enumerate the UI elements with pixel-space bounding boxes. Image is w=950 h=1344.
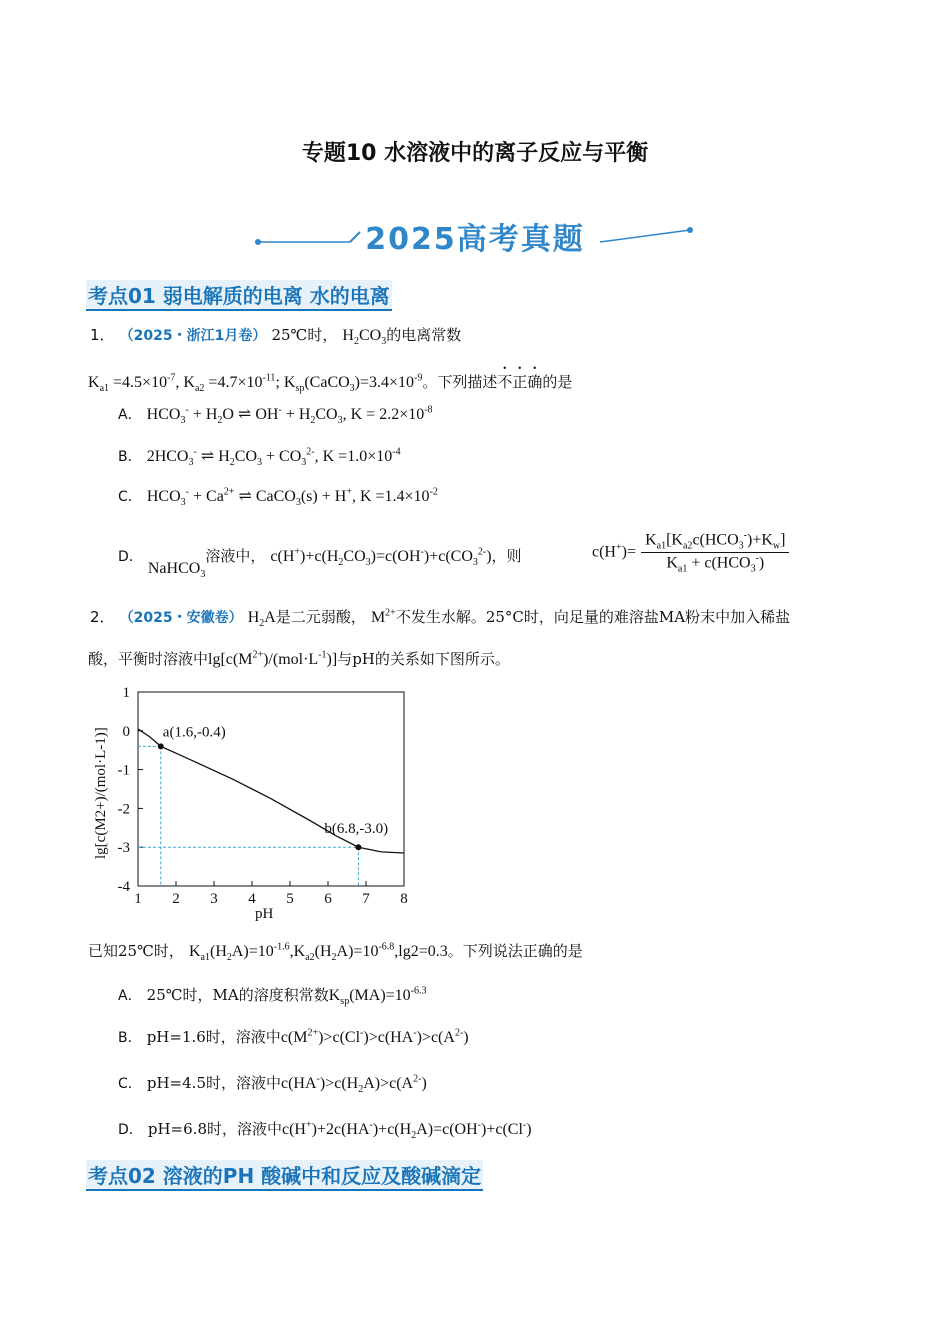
- x-tick-label: 3: [210, 891, 218, 907]
- x-tick-label: 4: [248, 891, 256, 907]
- option-1b[interactable]: [118, 446, 401, 468]
- point-label: a(1.6,-0.4): [162, 724, 226, 741]
- question-1-constants: [88, 364, 572, 394]
- question-text: 是二元弱酸，: [275, 608, 366, 626]
- point-marker: [355, 844, 361, 850]
- formula-m2: $M^{2+}$: [370, 607, 396, 626]
- section-heading-1: 考点01 弱电解质的电离 水的电离: [86, 280, 392, 311]
- question-1-header: [90, 324, 461, 347]
- formula-h2a: $H_2A$: [247, 609, 276, 630]
- question-2-header: [90, 606, 790, 629]
- option-key: D．: [118, 1122, 143, 1138]
- ph-chart: [88, 680, 428, 930]
- option-formula: $2HCO_3^-$ ⇌ $H_2CO_3 + CO_3^{2-}$, $K =1.0\times 10^{-4}$: [146, 446, 401, 469]
- option-text: 溶液中，: [205, 547, 266, 565]
- banner-title: 2025高考真题: [365, 222, 585, 257]
- x-tick-label: 1: [134, 891, 142, 907]
- question-source: （2025・安徽卷）: [119, 610, 243, 626]
- known-text-end: 。下列说法正确的是: [447, 942, 583, 960]
- y-tick-label: 1: [122, 685, 130, 701]
- x-tick-label: 8: [400, 891, 408, 907]
- option-key: B．: [118, 1030, 142, 1046]
- option-formula: $HCO_3^- + H_2O$ ⇌ $OH^- + H_2CO_3$, $K = 2.2\times 10^{-8}$: [146, 404, 433, 427]
- known-text: 已知25℃时，: [88, 942, 184, 960]
- question-number: 1．: [90, 326, 115, 344]
- question-ask-emphasis: 不正确: [497, 373, 543, 391]
- option-text: pH=6.8时，溶液中: [147, 1120, 282, 1138]
- formula-h2co3: $H_2CO_3$: [342, 327, 387, 348]
- option-key: A．: [118, 407, 142, 423]
- option-key: D．: [118, 549, 143, 565]
- option-1d-fraction: c(H+)= $K_{a1}[K_{a2}c(HCO_3^-)+K_w]$ $K_{a1} + c(HCO_3^-)$: [592, 530, 789, 574]
- option-1a[interactable]: [118, 404, 433, 426]
- question-text-3: 酸，平衡时溶液中: [88, 650, 209, 668]
- x-tick-label: 7: [362, 891, 370, 907]
- x-tick-label: 5: [286, 891, 294, 907]
- question-2-line2: [88, 648, 510, 669]
- option-key: C．: [118, 1076, 142, 1092]
- question-number: 2．: [90, 608, 115, 626]
- question-intro-2: 的电离常数: [386, 326, 462, 344]
- question-intro: 25℃时，: [271, 326, 338, 344]
- question-ask-end: 的是: [542, 373, 573, 391]
- known-formula: $K_{a1}(H_2A)=10^{-1.6},K_{a2}(H_2A)=10^{-6.8},\lg 2=0.3$: [188, 941, 448, 964]
- option-formula: $c(H^+)+2c(HA^-)+c(H_2A)=c(OH^-)+c(Cl^-)$: [281, 1119, 532, 1142]
- option-formula: $c(M^{2+})>c(Cl^-)>c(HA^-)>c(A^{2-})$: [280, 1027, 469, 1046]
- option-2b[interactable]: [118, 1026, 469, 1047]
- x-tick-label: 6: [324, 891, 332, 907]
- chart-xlabel: pH: [255, 906, 274, 922]
- option-text: pH=1.6时，溶液中: [146, 1028, 281, 1046]
- y-tick-label: -4: [117, 879, 130, 895]
- option-formula: $K_{sp}(MA)=10^{-6.3}$: [328, 985, 427, 1008]
- question-text-2: 不发生水解。25°C时，向足量的难溶盐MA粉末中加入稀盐: [395, 608, 791, 626]
- option-text-then: ，则: [491, 547, 522, 565]
- chart-ylabel: lg[c(M2+)/(mol·L-1)]: [93, 727, 109, 859]
- option-2c[interactable]: [118, 1072, 427, 1095]
- formula-lg: $\lg[c(M^{2+})/(mol\cdot L^{-1})]$: [208, 649, 338, 668]
- section-heading-2: 考点02 溶液的PH 酸碱中和反应及酸碱滴定: [86, 1160, 483, 1191]
- question-text-4: 与pH的关系如下图所示。: [337, 650, 510, 668]
- point-label: b(6.8,-3.0): [324, 821, 389, 838]
- question-source: （2025・浙江1月卷）: [119, 328, 267, 344]
- option-key: C．: [118, 489, 142, 505]
- x-tick-label: 2: [172, 891, 180, 907]
- point-marker: [158, 743, 164, 749]
- page-title: 专题10 水溶液中的离子反应与平衡: [301, 141, 649, 166]
- y-tick-label: -2: [117, 801, 130, 818]
- y-tick-label: -3: [117, 840, 130, 857]
- constants-formula: $K_{a1} =4.5\times 10^{-7}$, $K_{a2} =4.7\times 10^{-11}$; $K_{sp}(CaCO_3)=3.4\times 10^{-9}$: [88, 372, 423, 395]
- option-key: B．: [118, 449, 142, 465]
- y-tick-label: -1: [117, 762, 130, 779]
- option-1d[interactable]: [118, 545, 522, 581]
- option-formula-nahco3: NaHCO$_3$: [147, 560, 206, 581]
- option-key: A．: [118, 988, 142, 1004]
- question-2-known: [88, 940, 583, 963]
- option-formula: $HCO_3^- + Ca^{2+}$ ⇌ CaCO$_3$(s) + H+, $K =1.4\times 10^{-2}$: [146, 486, 438, 509]
- plot-frame: [138, 692, 404, 886]
- option-2a[interactable]: [118, 984, 427, 1007]
- option-formula-balance: $c(H^+)+c(H_2CO_3)=c(OH^-)+c(CO_3^{2-})$: [270, 546, 492, 569]
- option-text: 25℃时，MA的溶度积常数: [146, 986, 329, 1004]
- option-formula: $c(HA^-)>c(H_2A)>c(A^{2-})$: [280, 1073, 427, 1096]
- option-text: pH=4.5时，溶液中: [146, 1074, 281, 1092]
- option-2d[interactable]: [118, 1118, 532, 1141]
- option-1c[interactable]: [118, 486, 438, 508]
- question-ask: 。下列描述: [422, 373, 498, 391]
- y-tick-label: 0: [122, 723, 130, 740]
